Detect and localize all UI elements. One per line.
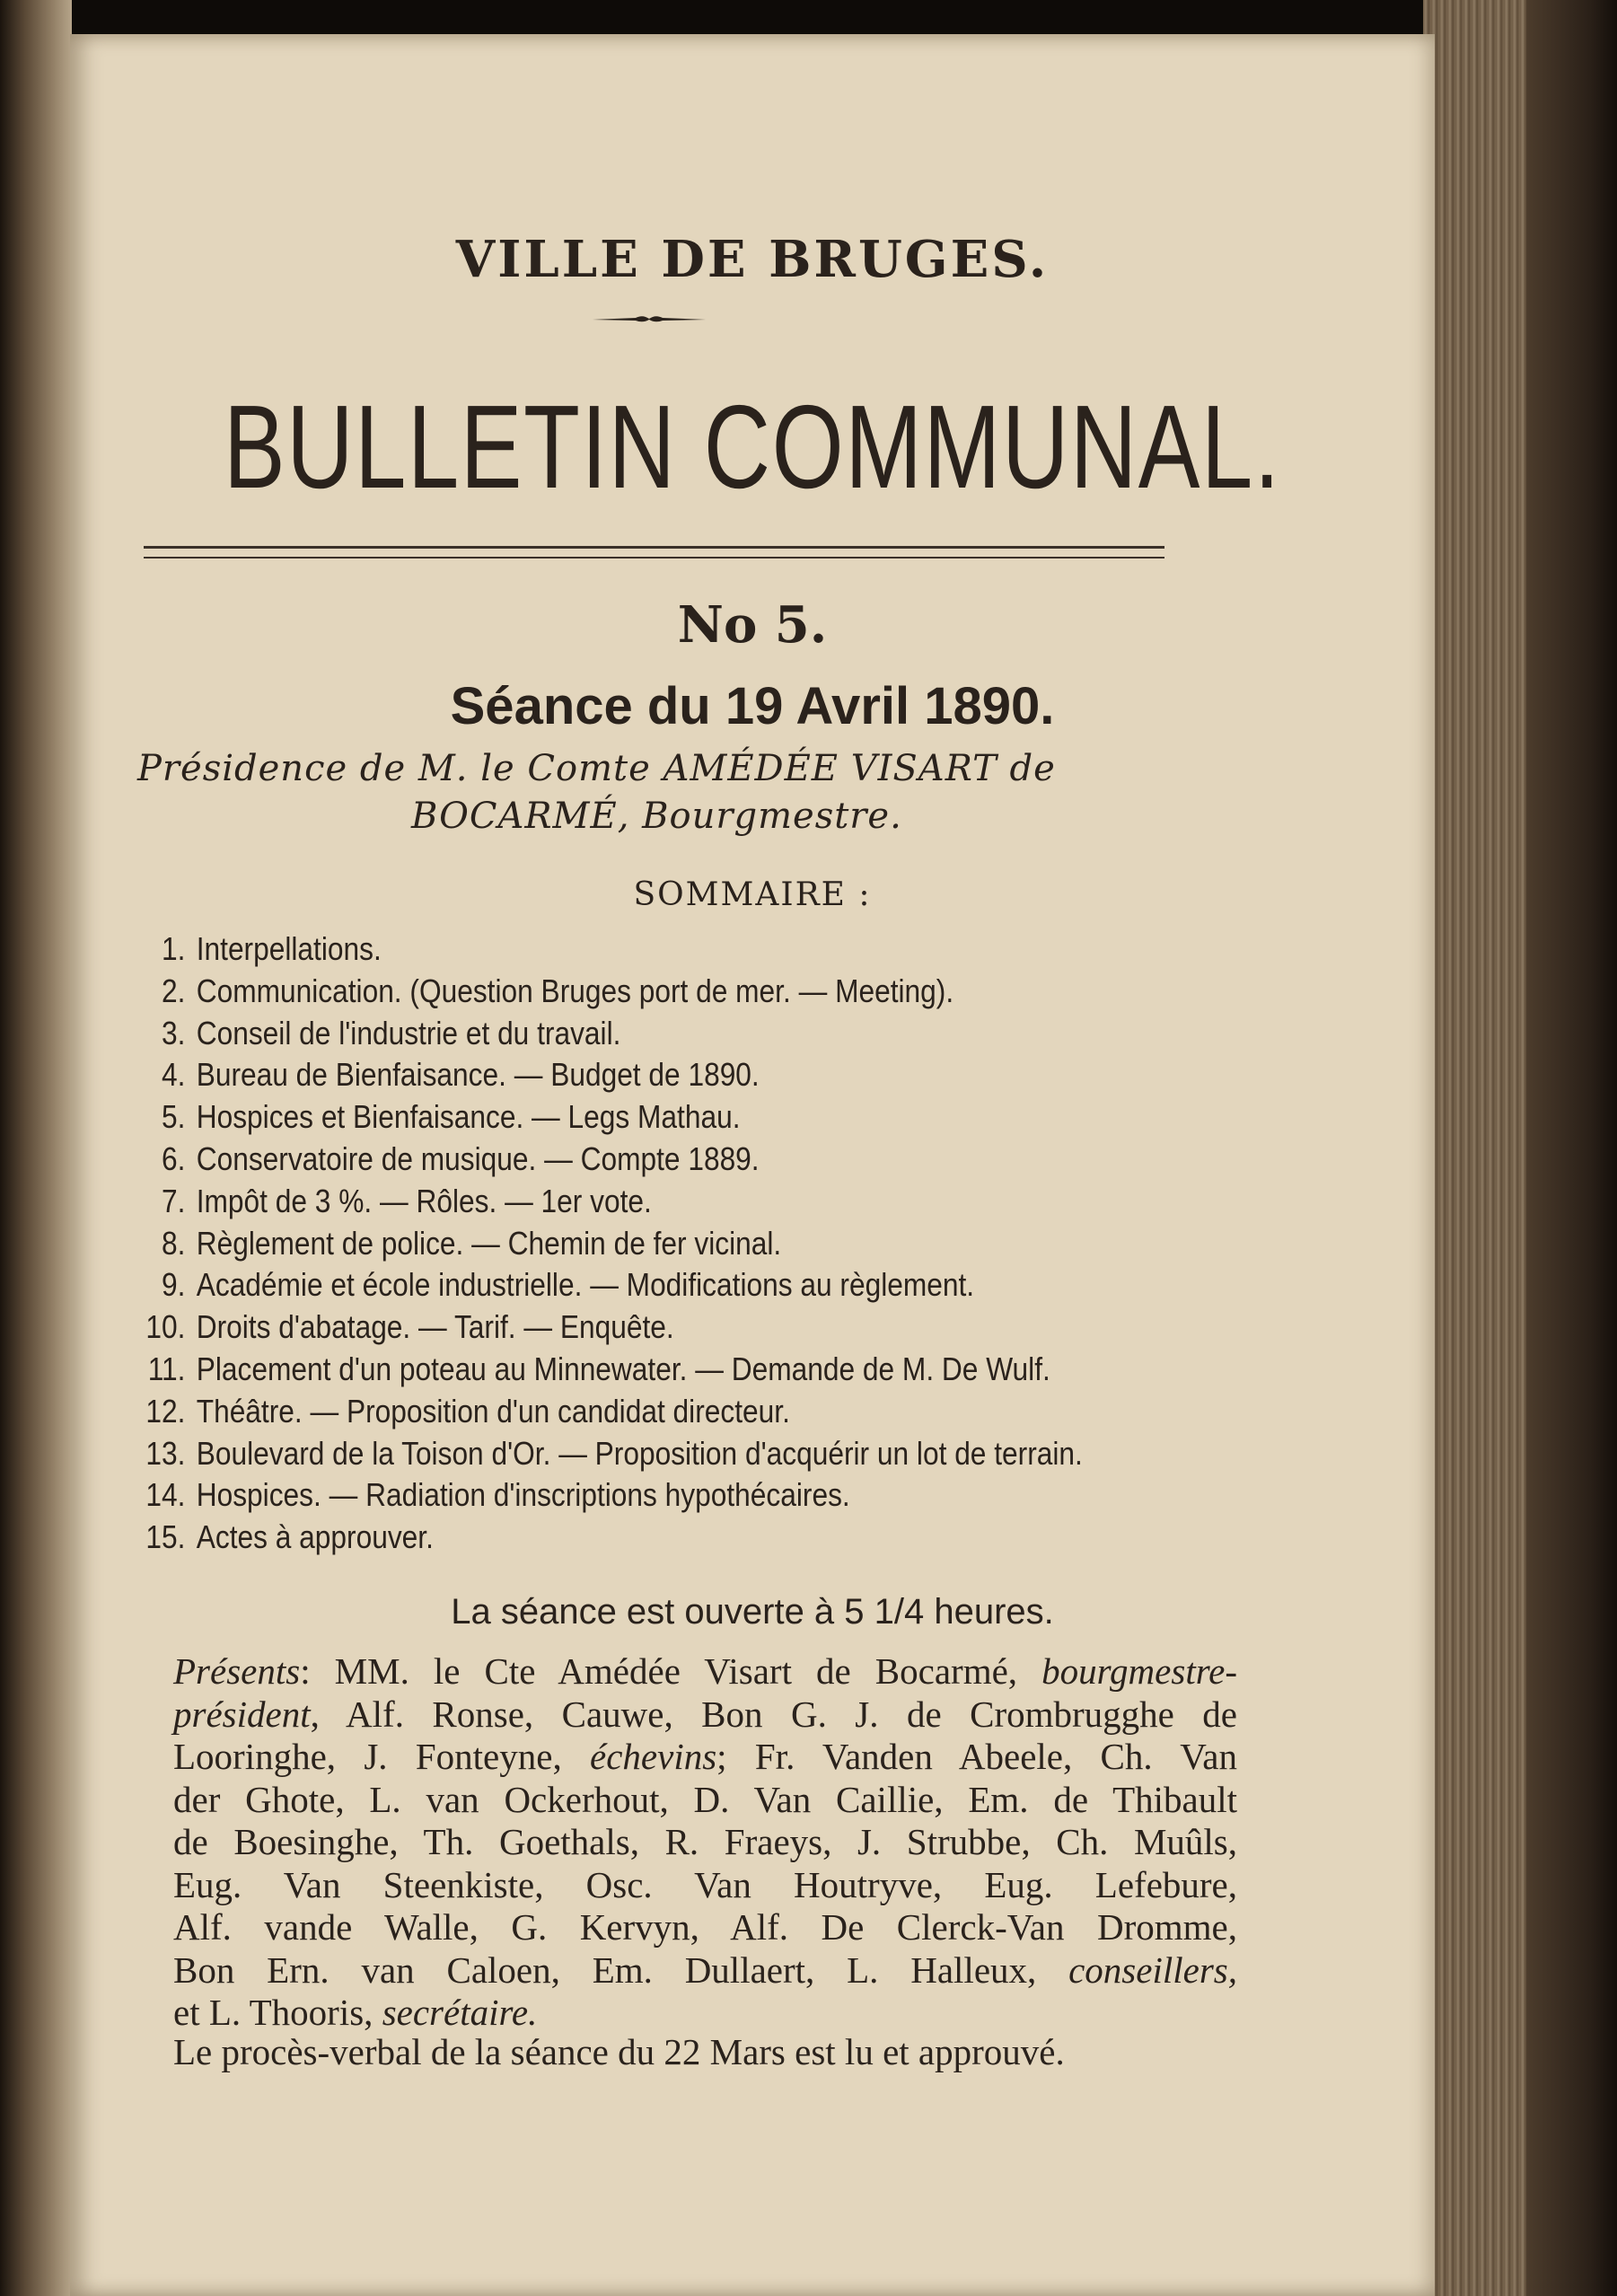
agenda-item-text: Règlement de police. — Chemin de fer vicinal.	[196, 1224, 782, 1262]
agenda-item	[142, 1308, 674, 1346]
agenda-item-number: 7.	[161, 1182, 186, 1219]
agenda-item-text: Impôt de 3 %. — Rôles. — 1er vote.	[196, 1182, 652, 1219]
attendance-line: Eug. Van Steenkiste, Osc. Van Houtryve, Eug. Lefebure,	[173, 1863, 1237, 1905]
attendance-line: der Ghote, L. van Ockerhout, D. Van Caillie, Em. de Thibault	[173, 1778, 1237, 1820]
agenda-item-text: Conservatoire de musique. — Compte 1889.	[196, 1140, 760, 1177]
agenda-item-text: Académie et école industrielle. — Modifications au règlement.	[196, 1266, 975, 1304]
agenda-item-text: Théâtre. — Proposition d'un candidat directeur.	[196, 1392, 790, 1430]
agenda-item-number: 4.	[161, 1056, 186, 1094]
agenda-item-text: Hospices et Bienfaisance. — Legs Mathau.	[196, 1098, 741, 1136]
attendance-role: échevins	[590, 1736, 717, 1777]
agenda-item	[142, 1266, 974, 1304]
attendance-line	[173, 1650, 1237, 1693]
agenda-item	[142, 1350, 1050, 1388]
double-rule-bottom	[144, 557, 1164, 559]
agenda-item-text: Interpellations.	[196, 930, 382, 967]
agenda-item-text: Boulevard de la Toison d'Or. — Proposition d'acquérir un lot de terrain.	[196, 1434, 1083, 1472]
agenda-item-number: 15.	[145, 1518, 186, 1556]
document-page	[70, 34, 1435, 2296]
page-edges-shadow	[1526, 0, 1617, 2296]
presidency-line-1: Présidence de M. le Comte AMÉDÉE VISART de	[137, 748, 1056, 789]
agenda-item-number: 5.	[161, 1098, 186, 1136]
attendance-text: , Alf. Ronse, Cauwe, Bon G. J. de Crombrugghe de	[310, 1693, 1237, 1735]
attendance-paragraph	[173, 1650, 1237, 2035]
attendance-text: Looringhe, J. Fonteyne,	[173, 1736, 591, 1777]
agenda-item-number: 8.	[161, 1224, 186, 1262]
attendance-line	[173, 1949, 1237, 1993]
agenda-item-number: 12.	[145, 1392, 186, 1430]
attendance-text: : MM. le Cte Amédée Visart de Bocarmé,	[300, 1650, 1042, 1692]
summary-heading: SOMMAIRE :	[633, 876, 872, 913]
agenda-item-text: Conseil de l'industrie et du travail.	[196, 1014, 621, 1051]
agenda-item	[142, 1015, 620, 1052]
agenda-item-number: 6.	[161, 1140, 186, 1177]
attendance-line	[173, 1992, 1237, 2035]
attendance-label: Présents	[173, 1650, 301, 1692]
agenda-item-text: Actes à approuver.	[196, 1518, 434, 1556]
attendance-role: secrétaire.	[382, 1992, 538, 2033]
agenda-item	[142, 972, 954, 1010]
agenda-item	[142, 930, 382, 968]
agenda-item	[142, 1393, 790, 1430]
agenda-item-number: 14.	[145, 1476, 186, 1514]
agenda-item	[142, 1476, 850, 1514]
attendance-line	[173, 1693, 1237, 1737]
agenda-item-number: 9.	[161, 1266, 186, 1304]
attendance-line	[173, 1736, 1237, 1779]
attendance-line: Alf. vande Walle, G. Kervyn, Alf. De Clerck-Van Dromme,	[173, 1906, 1237, 1948]
agenda-item-number: 3.	[161, 1014, 186, 1051]
attendance-text: et L. Thooris,	[173, 1992, 382, 2033]
agenda-item-number: 2.	[161, 972, 186, 1009]
agenda-item-text: Hospices. — Radiation d'inscriptions hypothécaires.	[196, 1476, 850, 1514]
attendance-role: bourgmestre-	[1041, 1650, 1237, 1692]
double-rule-top	[144, 546, 1164, 549]
agenda-item-number: 1.	[161, 930, 186, 967]
agenda-item-text: Droits d'abatage. — Tarif. — Enquête.	[196, 1308, 674, 1346]
city-title: VILLE DE BRUGES.	[455, 230, 1050, 289]
agenda-item-text: Communication. (Question Bruges port de mer. — Meeting).	[196, 972, 954, 1009]
agenda-item-text: Placement d'un poteau au Minnewater. — Demande de M. De Wulf.	[196, 1350, 1050, 1387]
ornament-divider	[591, 312, 707, 325]
session-date: Séance du 19 Avril 1890.	[450, 677, 1055, 735]
attendance-text: ; Fr. Vanden Abeele, Ch. Van	[716, 1736, 1237, 1777]
attendance-text: Bon Ern. van Caloen, Em. Dullaert, L. Halleux,	[173, 1949, 1069, 1991]
issue-number: No 5.	[677, 595, 828, 655]
opening-statement: La séance est ouverte à 5 1/4 heures.	[451, 1592, 1054, 1632]
minutes-statement: Le procès-verbal de la séance du 22 Mars est lu et approuvé.	[173, 2031, 1065, 2072]
book-binding	[0, 0, 72, 2296]
agenda-item-number: 10.	[145, 1308, 186, 1346]
agenda-item-number: 11.	[147, 1350, 186, 1387]
agenda-item	[142, 1518, 434, 1556]
agenda-item	[142, 1098, 741, 1136]
agenda-item-text: Bureau de Bienfaisance. — Budget de 1890.	[196, 1056, 760, 1094]
agenda-item-number: 13.	[145, 1434, 186, 1472]
attendance-role: conseillers,	[1068, 1949, 1237, 1991]
agenda-item	[142, 1056, 760, 1094]
agenda-item	[142, 1140, 760, 1178]
publication-title: BULLETIN COMMUNAL.	[224, 381, 1281, 513]
presidency-line-2: BOCARMÉ, Bourgmestre.	[411, 796, 902, 837]
agenda-item	[142, 1225, 781, 1262]
agenda-item	[142, 1435, 1083, 1473]
agenda-item	[142, 1183, 652, 1220]
attendance-line: de Boesinghe, Th. Goethals, R. Fraeys, J. Strubbe, Ch. Muûls,	[173, 1821, 1237, 1862]
attendance-role: président	[173, 1693, 311, 1735]
